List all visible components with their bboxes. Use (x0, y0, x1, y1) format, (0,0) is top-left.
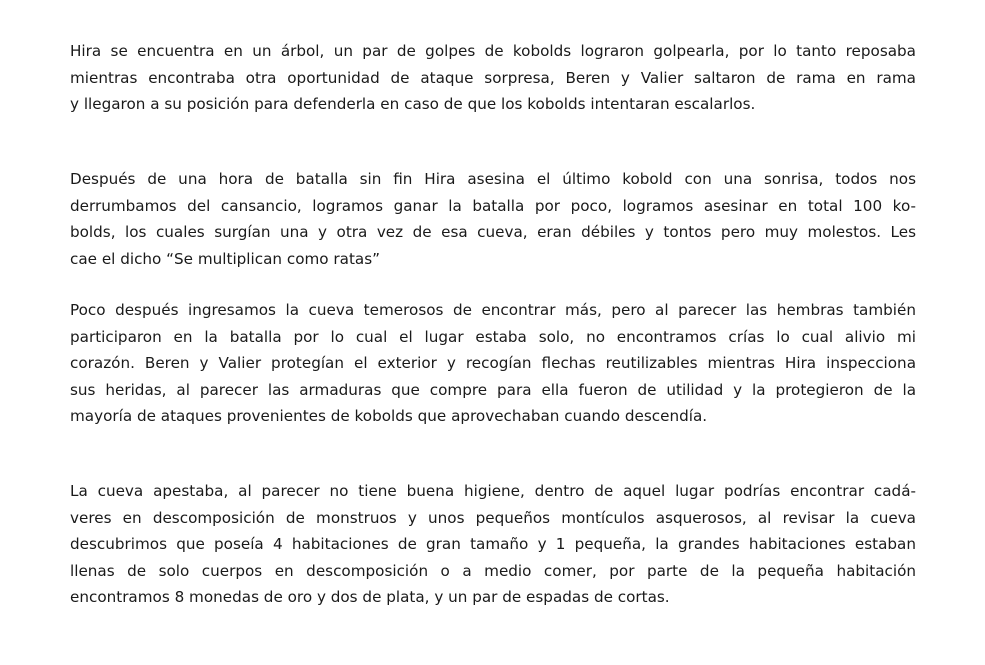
text-line: Hira se encuentra en un árbol, un par de golpes de kobolds lograron golpearla, por lo tanto reposaba (70, 42, 916, 60)
text-line: corazón. Beren y Valier protegían el exterior y recogían flechas reutilizables mientras Hira inspecciona (70, 354, 916, 372)
text-line: mayoría de ataques provenientes de kobolds que aprovechaban cuando descendía. (70, 407, 708, 425)
paragraph-tree (70, 38, 916, 118)
text-line: derrumbamos del cansancio, logramos ganar la batalla por poco, logramos asesinar en total 100 ko- (70, 196, 916, 215)
text-line: veres en descomposición de monstruos y unos pequeños montículos asquerosos, al revisar la cueva (70, 508, 916, 527)
text-line: participaron en la batalla por lo cual el lugar estaba solo, no encontramos crías lo cual alivio mi (70, 327, 916, 346)
text-line: encontramos 8 monedas de oro y dos de plata, y un par de espadas de cortas. (70, 588, 670, 606)
text-line: y llegaron a su posición para defenderla en caso de que los kobolds intentaran escalarlos. (70, 95, 756, 113)
text-line: mientras encontraba otra oportunidad de ataque sorpresa, Beren y Valier saltaron de rama en rama (70, 68, 916, 87)
text-line: sus heridas, al parecer las armaduras que compre para ella fueron de utilidad y la protegieron de la (70, 380, 916, 399)
text-line: llenas de solo cuerpos en descomposición o a medio comer, por parte de la pequeña habitación (70, 561, 916, 580)
text-line: Después de una hora de batalla sin fin Hira asesina el último kobold con una sonrisa, todos nos (70, 170, 916, 188)
text-line: descubrimos que poseía 4 habitaciones de gran tamaño y 1 pequeña, la grandes habitaciones estaban (70, 535, 916, 553)
text-line: Poco después ingresamos la cueva temerosos de encontrar más, pero al parecer las hembras también (70, 301, 916, 319)
text-line: bolds, los cuales surgían una y otra vez de esa cueva, eran débiles y tontos pero muy molestos. Les (70, 223, 916, 241)
paragraph-battle-end (70, 166, 916, 272)
paragraph-cave-contents (70, 478, 916, 611)
text-line: La cueva apestaba, al parecer no tiene buena higiene, dentro de aquel lugar podrías encontrar cadá- (70, 482, 916, 500)
paragraph-cave-entry (70, 297, 916, 430)
text-line: cae el dicho “Se multiplican como ratas” (70, 249, 381, 268)
